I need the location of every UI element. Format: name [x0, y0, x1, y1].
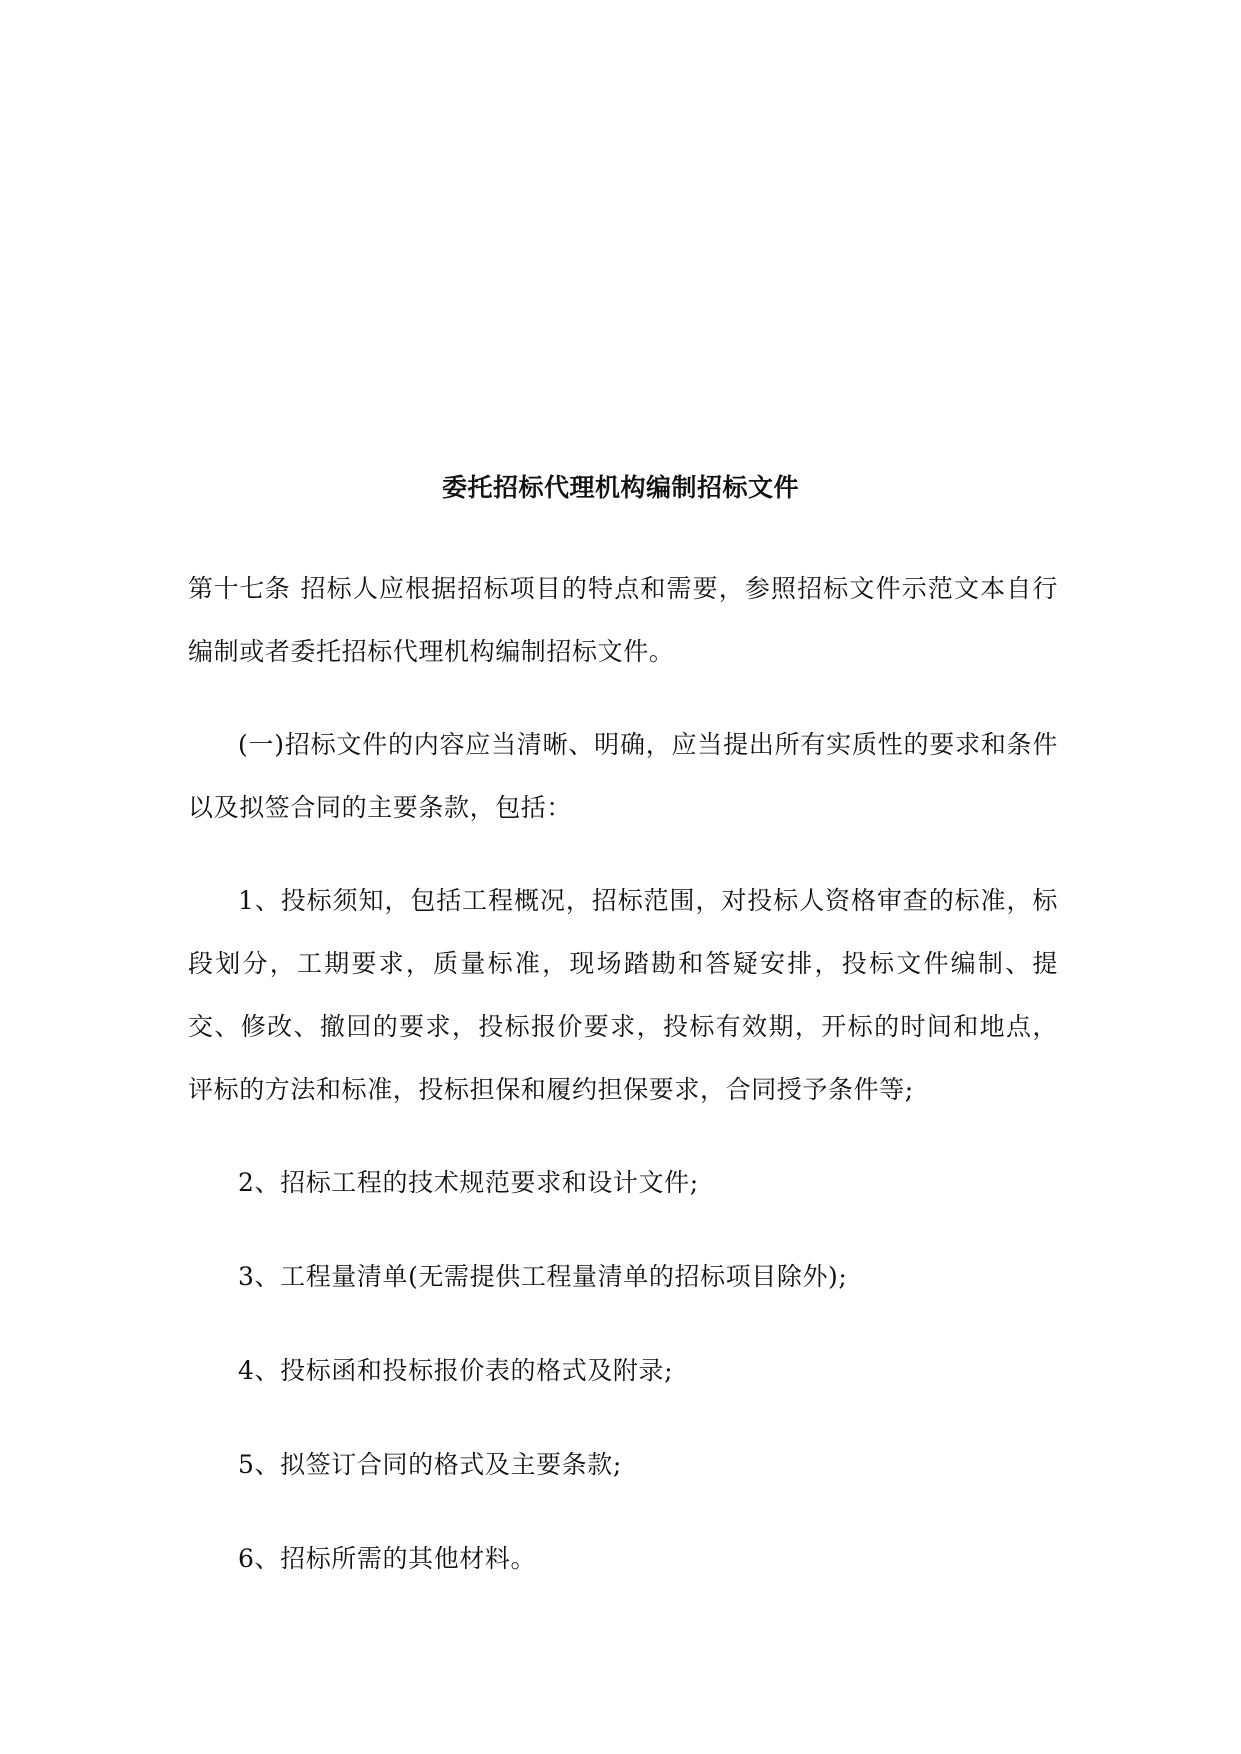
document-title: 委托招标代理机构编制招标文件	[441, 473, 799, 502]
list-item: 5、拟签订合同的格式及主要条款;	[238, 1450, 622, 1479]
article-paragraph	[188, 557, 1058, 683]
list-item: 3、工程量清单(无需提供工程量清单的招标项目除外);	[238, 1262, 848, 1291]
list-item: 1、投标须知，包括工程概况，招标范围，对投标人资格审查的标准，标段划分，工期要求，质量标准，现场踏勘和答疑安排，投标文件编制、提交、修改、撤回的要求，投标报价要求，投标有效期，开标的时间和地点，评标的方法和标准，投标担保和履约担保要求，合同授予条件等;	[188, 886, 1058, 1104]
list-item: 6、招标所需的其他材料。	[238, 1544, 537, 1573]
list-item: 2、招标工程的技术规范要求和设计文件;	[238, 1168, 699, 1197]
clause-paragraph: (一)招标文件的内容应当清晰、明确，应当提出所有实质性的要求和条件以及拟签合同的主要条款，包括：	[188, 730, 1058, 822]
article-text: 招标人应根据招标项目的特点和需要，参照招标文件示范文本自行编制或者委托招标代理机构编制招标文件。	[188, 574, 1058, 666]
article-number: 第十七条	[188, 574, 291, 603]
list-item: 4、投标函和投标报价表的格式及附录;	[238, 1356, 674, 1385]
